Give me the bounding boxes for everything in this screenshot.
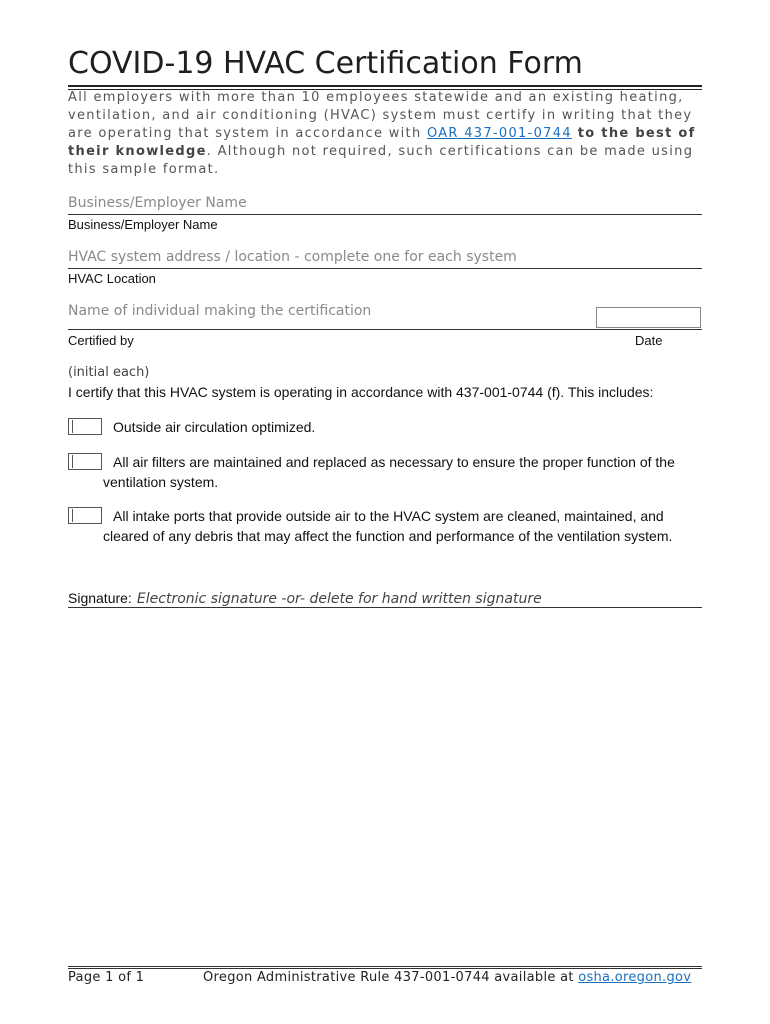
signature-label: Signature: [68, 590, 132, 606]
checklist-item-1: Outside air circulation optimized. [113, 419, 316, 435]
hvac-location-underline [68, 268, 702, 269]
footer-divider [68, 966, 702, 969]
date-caption: Date [635, 333, 663, 348]
certified-by-caption: Certified by [68, 333, 134, 348]
business-name-caption: Business/Employer Name [68, 217, 218, 232]
footer-rule-text: Oregon Administrative Rule 437-001-0744 available at [203, 970, 579, 985]
date-field[interactable] [596, 307, 701, 328]
intro-bold-text: to the best of their knowledge [68, 126, 696, 159]
initial-box-1[interactable] [68, 418, 102, 435]
checklist-item-3: All intake ports that provide outside air to the HVAC system are cleaned, maintained, and cleared of any debris that may affect the function and performance of the ventilation system. [103, 508, 673, 544]
initial-box-2[interactable] [68, 453, 102, 470]
page-title: COVID-19 HVAC Certification Form [68, 46, 583, 81]
osha-link[interactable]: osha.oregon.gov [578, 970, 692, 985]
signature-field[interactable]: Electronic signature -or- delete for hand written signature [136, 591, 542, 607]
certifier-underline [68, 329, 702, 330]
certification-statement: I certify that this HVAC system is operating in accordance with 437-001-0744 (f). This includes: [68, 384, 654, 400]
oar-link[interactable]: OAR 437-001-0744 [426, 126, 572, 141]
intro-text-end: . Although not required, such certifications can be made using this sample format. [68, 144, 694, 177]
intro-paragraph [68, 89, 708, 179]
page-number: Page 1 of 1 [68, 970, 145, 985]
hvac-location-caption: HVAC Location [68, 271, 156, 286]
business-name-field[interactable]: Business/Employer Name [68, 195, 247, 211]
signature-underline [68, 607, 702, 608]
initial-box-3[interactable] [68, 507, 102, 524]
hvac-location-field[interactable]: HVAC system address / location - complete one for each system [68, 249, 517, 265]
checklist-item-2: All air filters are maintained and replaced as necessary to ensure the proper function of the ventilation system. [103, 454, 675, 490]
initial-each-note: (initial each) [68, 365, 150, 380]
footer-rule-note [203, 970, 691, 985]
business-name-underline [68, 214, 702, 215]
certifier-name-field[interactable]: Name of individual making the certification [68, 303, 372, 319]
intro-text: All employers with more than 10 employees statewide and an existing heating, ventilation, and air conditioning (HVAC) system must certify in writing that they are operating that system in accordance with [68, 90, 693, 141]
signature-row [68, 588, 542, 607]
